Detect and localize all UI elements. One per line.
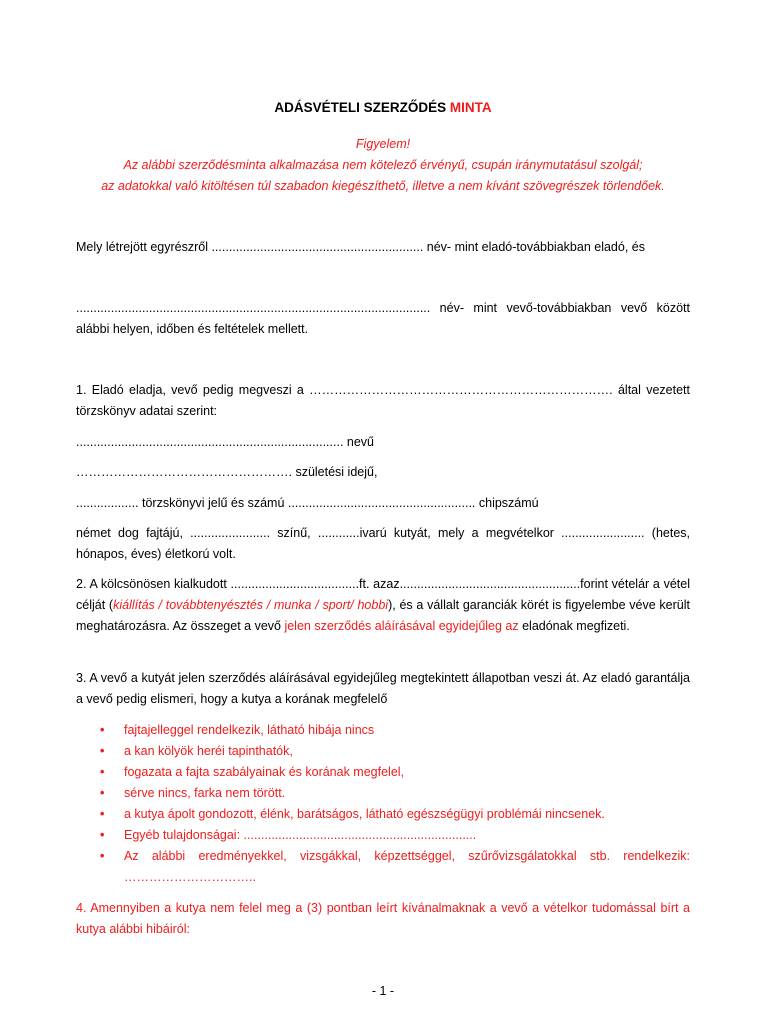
section-3-intro: 3. A vevő a kutyát jelen szerződés aláírásával egyidejűleg megtekintett állapotban veszi át. Az eladó garantálja a vevő pedig elismeri, hogy a kutya a korának megfelelő — [76, 671, 690, 706]
bullet-icon: • — [100, 828, 105, 842]
bullet-icon: • — [100, 786, 105, 800]
intro-buyer-paragraph: ...................................................................................................... név- mint vevő-továbbiakban vevő között alábbi helyen, időben és feltételek mellett. — [76, 301, 690, 336]
title-main: ADÁSVÉTELI SZERZŐDÉS — [274, 100, 447, 115]
document-page — [76, 0, 690, 1024]
section-2-purposes: kiállítás / továbbtenyésztés / munka / sport/ hobbi — [113, 598, 389, 612]
section-1-registry-line: .................. törzskönyvi jelű és számú ...................................................... chipszámú — [76, 496, 539, 510]
bullet-icon: • — [100, 744, 105, 758]
section-1-name-line: ............................................................................. nevű — [76, 435, 374, 449]
title-highlight: MINTA — [449, 100, 492, 115]
section-2-part-1: 2. A kölcsönösen kialkudott .....................................ft. azaz....................................................forint vételár a vétel célját ( — [76, 577, 690, 612]
section-1-intro: 1. Eladó eladja, vevő pedig megveszi a ………………………………………………………………. által vezetett törzskönyv adatai szerint: — [76, 383, 690, 418]
bullet-icon: • — [100, 849, 105, 863]
intro-seller-paragraph: Mely létrejött egyrészről ............................................................. név- mint eladó-továbbiakban eladó, és — [76, 240, 645, 254]
section-2-part-2: ), és a vállalt garanciák körét is figyelembe véve került meghatározásra. Az összeget a vevő — [76, 598, 690, 633]
notice-line-1: Az alábbi szerződésminta alkalmazása nem kötelező érvényű, csupán iránymutatásul szolgál; — [123, 158, 643, 172]
section-2-paragraph — [76, 574, 690, 637]
section-2-part-3: eladónak megfizeti. — [518, 619, 630, 633]
bullet-icon: • — [100, 807, 105, 821]
page-number: - 1 - — [371, 984, 395, 998]
notice-line-2: az adatokkal való kitöltésen túl szabadon kiegészíthető, illetve a nem kívánt szövegrészek törlendőek. — [101, 179, 665, 193]
list-item: • fogazata a fajta szabályainak és korának megfelel, — [76, 762, 690, 783]
list-item: • a kutya ápolt gondozott, élénk, barátságos, látható egészségügyi problémái nincsenek. — [76, 804, 690, 825]
section-1-breed-line: német dog fajtájú, ....................... színű, ............ivarú kutyát, mely a megvételkor ........................ (hetes, hónapos, éves) életkorú volt. — [76, 526, 690, 561]
bullet-icon: • — [100, 765, 105, 779]
section-4-paragraph: 4. Amennyiben a kutya nem felel meg a (3) pontban leírt kívánalmaknak a vevő a vételkor tudomással bírt a kutya alábbi hibáiról: — [76, 901, 690, 936]
document-title — [76, 100, 690, 115]
section-2-red-part: jelen szerződés aláírásával egyidejűleg az — [284, 619, 519, 633]
list-item: • sérve nincs, farka nem törött. — [76, 783, 690, 804]
notice-heading: Figyelem! — [355, 137, 411, 151]
warning-notice — [56, 134, 710, 197]
section-1-birth-line: ……………………………………………. születési idejű, — [76, 465, 378, 479]
bullet-icon: • — [100, 723, 105, 737]
section-3-bullet-list — [76, 720, 690, 888]
list-item: • Egyéb tulajdonságai: ................................................................... — [76, 825, 690, 846]
list-item: • Az alábbi eredményekkel, vizsgákkal, képzettséggel, szűrővizsgálatokkal stb. rendelkezik: ………………………….. — [76, 846, 690, 888]
list-item: • a kan kölyök heréi tapinthatók, — [76, 741, 690, 762]
list-item: • fajtajelleggel rendelkezik, látható hibája nincs — [76, 720, 690, 741]
